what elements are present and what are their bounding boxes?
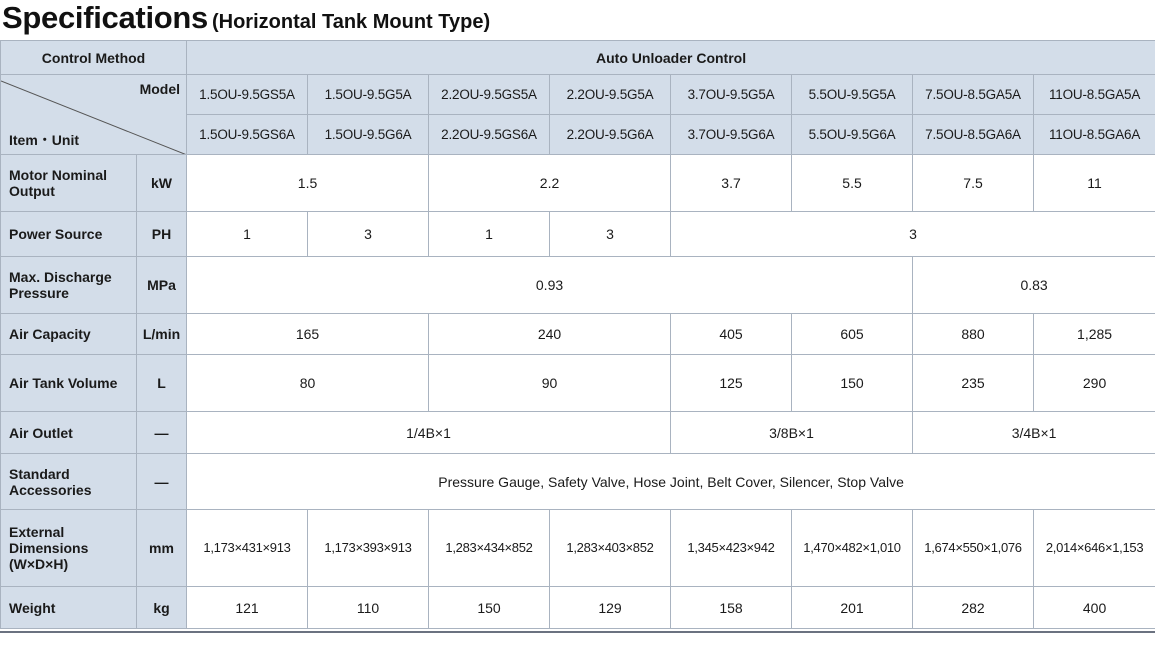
model-cell: 2.2OU-9.5G5A [550, 75, 671, 115]
page-title [2, 0, 490, 38]
row-item-label: Air Capacity [1, 314, 137, 355]
row-item-label: Air Outlet [1, 412, 137, 454]
value-cell: 3 [550, 212, 671, 257]
model-cell: 5.5OU-9.5G5A [792, 75, 913, 115]
value-cell: 110 [308, 587, 429, 629]
row-item-label: Standard Accessories [1, 454, 137, 510]
value-cell: 3.7 [671, 155, 792, 212]
row-item-label: Power Source [1, 212, 137, 257]
row-unit-label: PH [137, 212, 187, 257]
value-cell: 3 [308, 212, 429, 257]
value-cell: 1,285 [1034, 314, 1155, 355]
model-cell: 11OU-8.5GA5A [1034, 75, 1155, 115]
value-cell: 605 [792, 314, 913, 355]
value-cell: 90 [429, 355, 671, 412]
row-item-label: Weight [1, 587, 137, 629]
value-cell: 1 [187, 212, 308, 257]
row-unit-label: — [137, 412, 187, 454]
value-cell: 1.5 [187, 155, 429, 212]
model-cell: 3.7OU-9.5G5A [671, 75, 792, 115]
value-cell: 165 [187, 314, 429, 355]
model-item-header [1, 75, 187, 155]
value-cell: 5.5 [792, 155, 913, 212]
weight-row [1, 587, 1155, 629]
value-cell: 121 [187, 587, 308, 629]
max-pressure-row [1, 257, 1155, 314]
model-cell: 2.2OU-9.5GS5A [429, 75, 550, 115]
control-method-label: Control Method [1, 41, 187, 75]
footer-divider [0, 631, 1155, 633]
row-unit-label: L [137, 355, 187, 412]
value-cell: 1,283×403×852 [550, 510, 671, 587]
value-cell: 880 [913, 314, 1034, 355]
row-item-label: Motor Nominal Output [1, 155, 137, 212]
model-cell: 2.2OU-9.5G6A [550, 115, 671, 155]
model-cell: 1.5OU-9.5G5A [308, 75, 429, 115]
value-cell: 3 [671, 212, 1155, 257]
specifications-table [0, 40, 1155, 629]
value-cell: Pressure Gauge, Safety Valve, Hose Joint, Belt Cover, Silencer, Stop Valve [187, 454, 1155, 510]
row-unit-label: kg [137, 587, 187, 629]
model-row-1 [1, 75, 1155, 115]
value-cell: 405 [671, 314, 792, 355]
value-cell: 80 [187, 355, 429, 412]
model-label: Model [139, 81, 181, 97]
value-cell: 240 [429, 314, 671, 355]
value-cell: 1,173×431×913 [187, 510, 308, 587]
control-method-value: Auto Unloader Control [187, 41, 1155, 75]
row-unit-label: kW [137, 155, 187, 212]
value-cell: 150 [429, 587, 550, 629]
model-cell: 7.5OU-8.5GA6A [913, 115, 1034, 155]
value-cell: 125 [671, 355, 792, 412]
row-unit-label: L/min [137, 314, 187, 355]
air-tank-row [1, 355, 1155, 412]
model-cell: 1.5OU-9.5GS6A [187, 115, 308, 155]
air-capacity-row [1, 314, 1155, 355]
value-cell: 1,345×423×942 [671, 510, 792, 587]
air-outlet-row [1, 412, 1155, 454]
value-cell: 400 [1034, 587, 1155, 629]
value-cell: 235 [913, 355, 1034, 412]
value-cell: 290 [1034, 355, 1155, 412]
model-cell: 7.5OU-8.5GA5A [913, 75, 1034, 115]
power-source-row [1, 212, 1155, 257]
value-cell: 1,173×393×913 [308, 510, 429, 587]
control-method-row [1, 41, 1155, 75]
value-cell: 7.5 [913, 155, 1034, 212]
row-item-label: External Dimensions (W×D×H) [1, 510, 137, 587]
value-cell: 1,674×550×1,076 [913, 510, 1034, 587]
value-cell: 1,283×434×852 [429, 510, 550, 587]
model-cell: 1.5OU-9.5GS5A [187, 75, 308, 115]
value-cell: 1 [429, 212, 550, 257]
title-main: Specifications [2, 0, 208, 35]
model-cell: 5.5OU-9.5G6A [792, 115, 913, 155]
dimensions-row [1, 510, 1155, 587]
model-cell: 2.2OU-9.5GS6A [429, 115, 550, 155]
value-cell: 11 [1034, 155, 1155, 212]
value-cell: 201 [792, 587, 913, 629]
value-cell: 3/8B×1 [671, 412, 913, 454]
row-unit-label: mm [137, 510, 187, 587]
row-item-label: Air Tank Volume [1, 355, 137, 412]
value-cell: 1/4B×1 [187, 412, 671, 454]
value-cell: 2.2 [429, 155, 671, 212]
value-cell: 282 [913, 587, 1034, 629]
row-unit-label: — [137, 454, 187, 510]
value-cell: 129 [550, 587, 671, 629]
value-cell: 0.83 [913, 257, 1155, 314]
model-cell: 11OU-8.5GA6A [1034, 115, 1155, 155]
value-cell: 1,470×482×1,010 [792, 510, 913, 587]
motor-output-row [1, 155, 1155, 212]
model-cell: 3.7OU-9.5G6A [671, 115, 792, 155]
row-unit-label: MPa [137, 257, 187, 314]
title-sub: (Horizontal Tank Mount Type) [211, 11, 491, 33]
item-unit-label: Item・Unit [9, 132, 79, 148]
value-cell: 3/4B×1 [913, 412, 1155, 454]
value-cell: 2,014×646×1,153 [1034, 510, 1155, 587]
model-cell: 1.5OU-9.5G6A [308, 115, 429, 155]
value-cell: 0.93 [187, 257, 913, 314]
accessories-row [1, 454, 1155, 510]
row-item-label: Max. Discharge Pressure [1, 257, 137, 314]
value-cell: 158 [671, 587, 792, 629]
value-cell: 150 [792, 355, 913, 412]
